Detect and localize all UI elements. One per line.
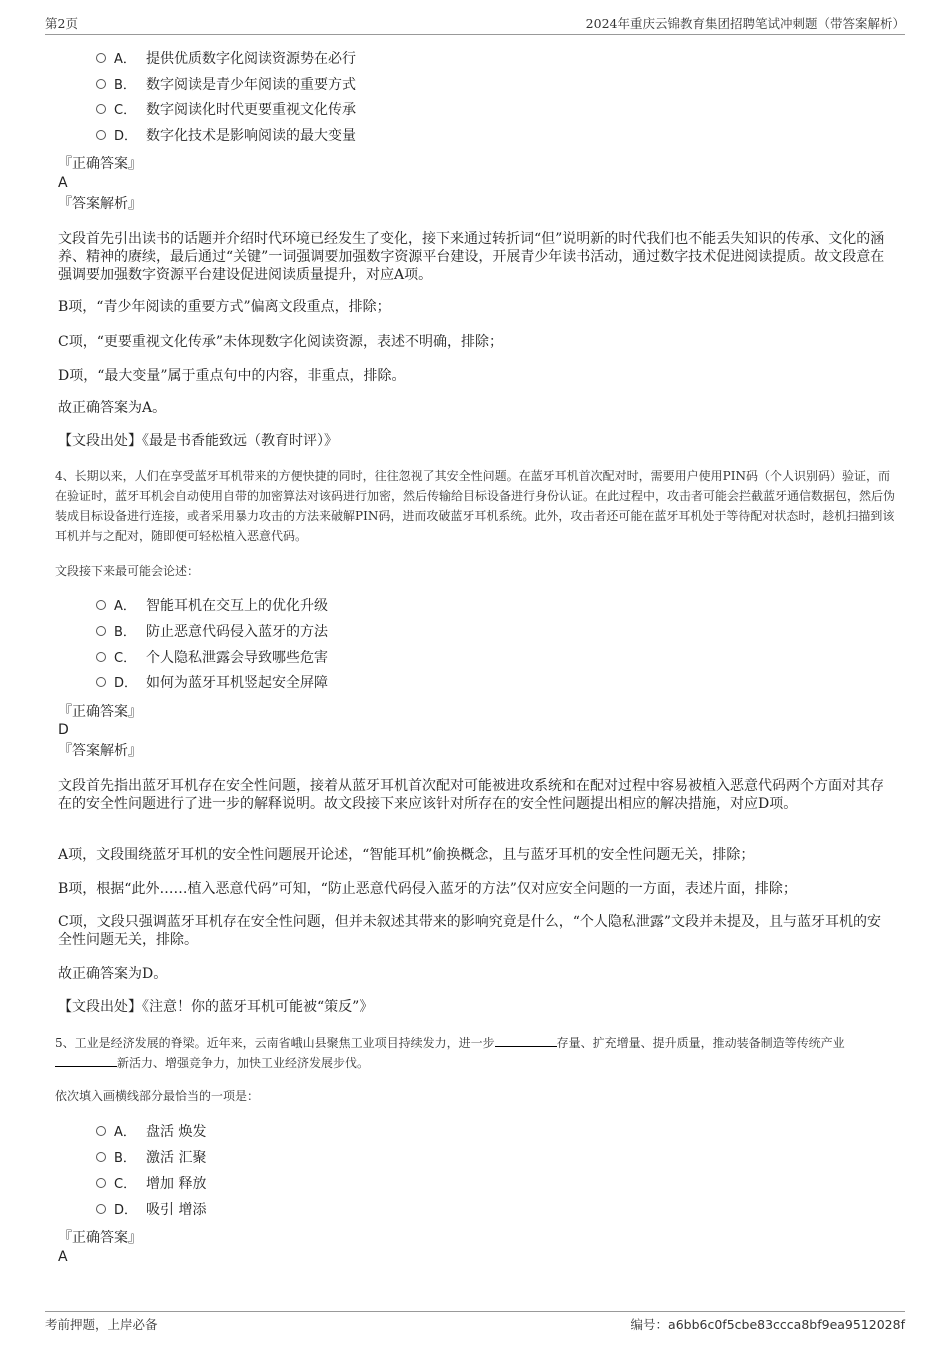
document-title: 2024年重庆云锦教育集团招聘笔试冲刺题（带答案解析） <box>585 16 905 31</box>
radio-icon[interactable] <box>96 104 106 114</box>
q4-analysis-paragraph: 故正确答案为D。 <box>58 966 168 982</box>
q3-option-a[interactable]: A． 提供优质数字化阅读资源势在必行 <box>96 49 356 70</box>
fill-blank-1 <box>495 1034 557 1047</box>
radio-icon[interactable] <box>96 677 106 687</box>
q3-answer-label: 『正确答案』 <box>58 156 142 172</box>
q4-prompt: 文段接下来最可能会论述： <box>55 564 200 578</box>
q5-answer-label: 『正确答案』 <box>58 1230 142 1246</box>
q3-analysis-paragraph: D项，“最大变量”属于重点句中的内容，非重点，排除。 <box>58 368 406 384</box>
q4-analysis-paragraph: 文段首先指出蓝牙耳机存在安全性问题，接着从蓝牙耳机首次配对可能被进攻系统和在配对过程中容易被植入恶意代码两个方面对其存在的安全性问题进行了进一步的解释说明。故文段接下来应该针对所存在的安全性问题提出相应的解决措施，对应D项。 <box>58 778 884 812</box>
q5-answer: A <box>58 1249 68 1265</box>
radio-icon[interactable] <box>96 1178 106 1188</box>
q4-stem: 4、长期以来，人们在享受蓝牙耳机带来的方便快捷的同时，往往忽视了其安全性问题。在蓝牙耳机首次配对时，需要用户使用PIN码（个人识别码）验证，而在验证时，蓝牙耳机会自动使用自带的加密算法对该码进行加密，然后传输给目标设备进行身份认证。在此过程中，攻击者可能会拦截蓝牙通信数据包，然后伪装成目标设备进行连接，或者采用暴力攻击的方法来破解PIN码，进而攻破蓝牙耳机系统。此外，攻击者还可能在蓝牙耳机处于等待配对状态时，趁机扫描到该耳机并与之配对，随即便可轻松植入恶意代码。 <box>55 469 896 543</box>
radio-icon[interactable] <box>96 130 106 140</box>
q4-option-c[interactable]: C． 个人隐私泄露会导致哪些危害 <box>96 648 328 669</box>
q4-analysis-label: 『答案解析』 <box>58 743 142 759</box>
footer-slogan: 考前押题，上岸必备 <box>45 1317 158 1332</box>
q3-analysis-paragraph: B项，“青少年阅读的重要方式”偏离文段重点，排除； <box>58 299 391 315</box>
fill-blank-2 <box>55 1054 117 1067</box>
q3-analysis-paragraph: 文段首先引出读书的话题并介绍时代环境已经发生了变化，接下来通过转折词“但”说明新的时代我们也不能丢失知识的传承、文化的涵养、精神的赓续，最后通过“关键”一词强调要加强数字资源平台建设，开展青少年读书活动，通过数字技术促进阅读提质。故文段意在强调要加强数字资源平台建设促进阅读质量提升，对应A项。 <box>58 231 885 283</box>
radio-icon[interactable] <box>96 1126 106 1136</box>
radio-icon[interactable] <box>96 1152 106 1162</box>
q5-stem: 5、工业是经济发展的脊梁。近年来，云南省峨山县聚焦工业项目持续发力，进一步 存量、扩充增量、提升质量，推动装备制造等传统产业新活力、增强竞争力，加快工业经济发展步伐。 <box>55 1036 845 1070</box>
page-number: 第2页 <box>45 16 78 31</box>
q4-analysis-paragraph: C项，文段只强调蓝牙耳机存在安全性问题，但并未叙述其带来的影响究竟是什么，“个人隐私泄露”文段并未提及，且与蓝牙耳机的安全性问题无关，排除。 <box>58 914 882 948</box>
q4-source: 【文段出处】《注意！你的蓝牙耳机可能被“策反”》 <box>58 999 374 1015</box>
q4-option-a[interactable]: A． 智能耳机在交互上的优化升级 <box>96 596 328 617</box>
document-code: 编号：a6bb6c0f5cbe83ccca8bf9ea9512028f <box>630 1317 905 1332</box>
radio-icon[interactable] <box>96 600 106 610</box>
q4-analysis-paragraph: B项，根据“此外……植入恶意代码”可知，“防止恶意代码侵入蓝牙的方法”仅对应安全问题的一方面，表述片面，排除； <box>58 881 797 897</box>
q3-analysis-label: 『答案解析』 <box>58 196 142 212</box>
q4-option-d[interactable]: D． 如何为蓝牙耳机竖起安全屏障 <box>96 673 328 694</box>
page-footer <box>45 1311 905 1338</box>
q5-option-b[interactable]: B． 激活 汇聚 <box>96 1148 206 1169</box>
q4-option-b[interactable]: B． 防止恶意代码侵入蓝牙的方法 <box>96 622 328 643</box>
q3-analysis-paragraph: C项，“更要重视文化传承”未体现数字化阅读资源，表述不明确，排除； <box>58 334 504 350</box>
q5-option-d[interactable]: D． 吸引 增添 <box>96 1200 206 1221</box>
q4-answer: D <box>58 722 69 738</box>
q3-option-b[interactable]: B． 数字阅读是青少年阅读的重要方式 <box>96 75 356 96</box>
q5-prompt: 依次填入画横线部分最恰当的一项是： <box>55 1089 260 1103</box>
q3-option-c[interactable]: C． 数字阅读化时代更要重视文化传承 <box>96 100 356 121</box>
q3-option-d[interactable]: D． 数字化技术是影响阅读的最大变量 <box>96 126 356 147</box>
radio-icon[interactable] <box>96 1204 106 1214</box>
q4-answer-label: 『正确答案』 <box>58 704 142 720</box>
q5-option-a[interactable]: A． 盘活 焕发 <box>96 1122 206 1143</box>
page-header <box>45 14 905 35</box>
radio-icon[interactable] <box>96 79 106 89</box>
q3-analysis-paragraph: 故正确答案为A。 <box>58 400 167 416</box>
q5-option-c[interactable]: C． 增加 释放 <box>96 1174 206 1195</box>
radio-icon[interactable] <box>96 53 106 63</box>
radio-icon[interactable] <box>96 626 106 636</box>
radio-icon[interactable] <box>96 652 106 662</box>
q3-source: 【文段出处】《最是书香能致远（教育时评）》 <box>58 433 338 449</box>
q4-analysis-paragraph: A项，文段围绕蓝牙耳机的安全性问题展开论述，“智能耳机”偷换概念，且与蓝牙耳机的安全性问题无关，排除； <box>58 847 755 863</box>
q3-answer: A <box>58 175 68 191</box>
